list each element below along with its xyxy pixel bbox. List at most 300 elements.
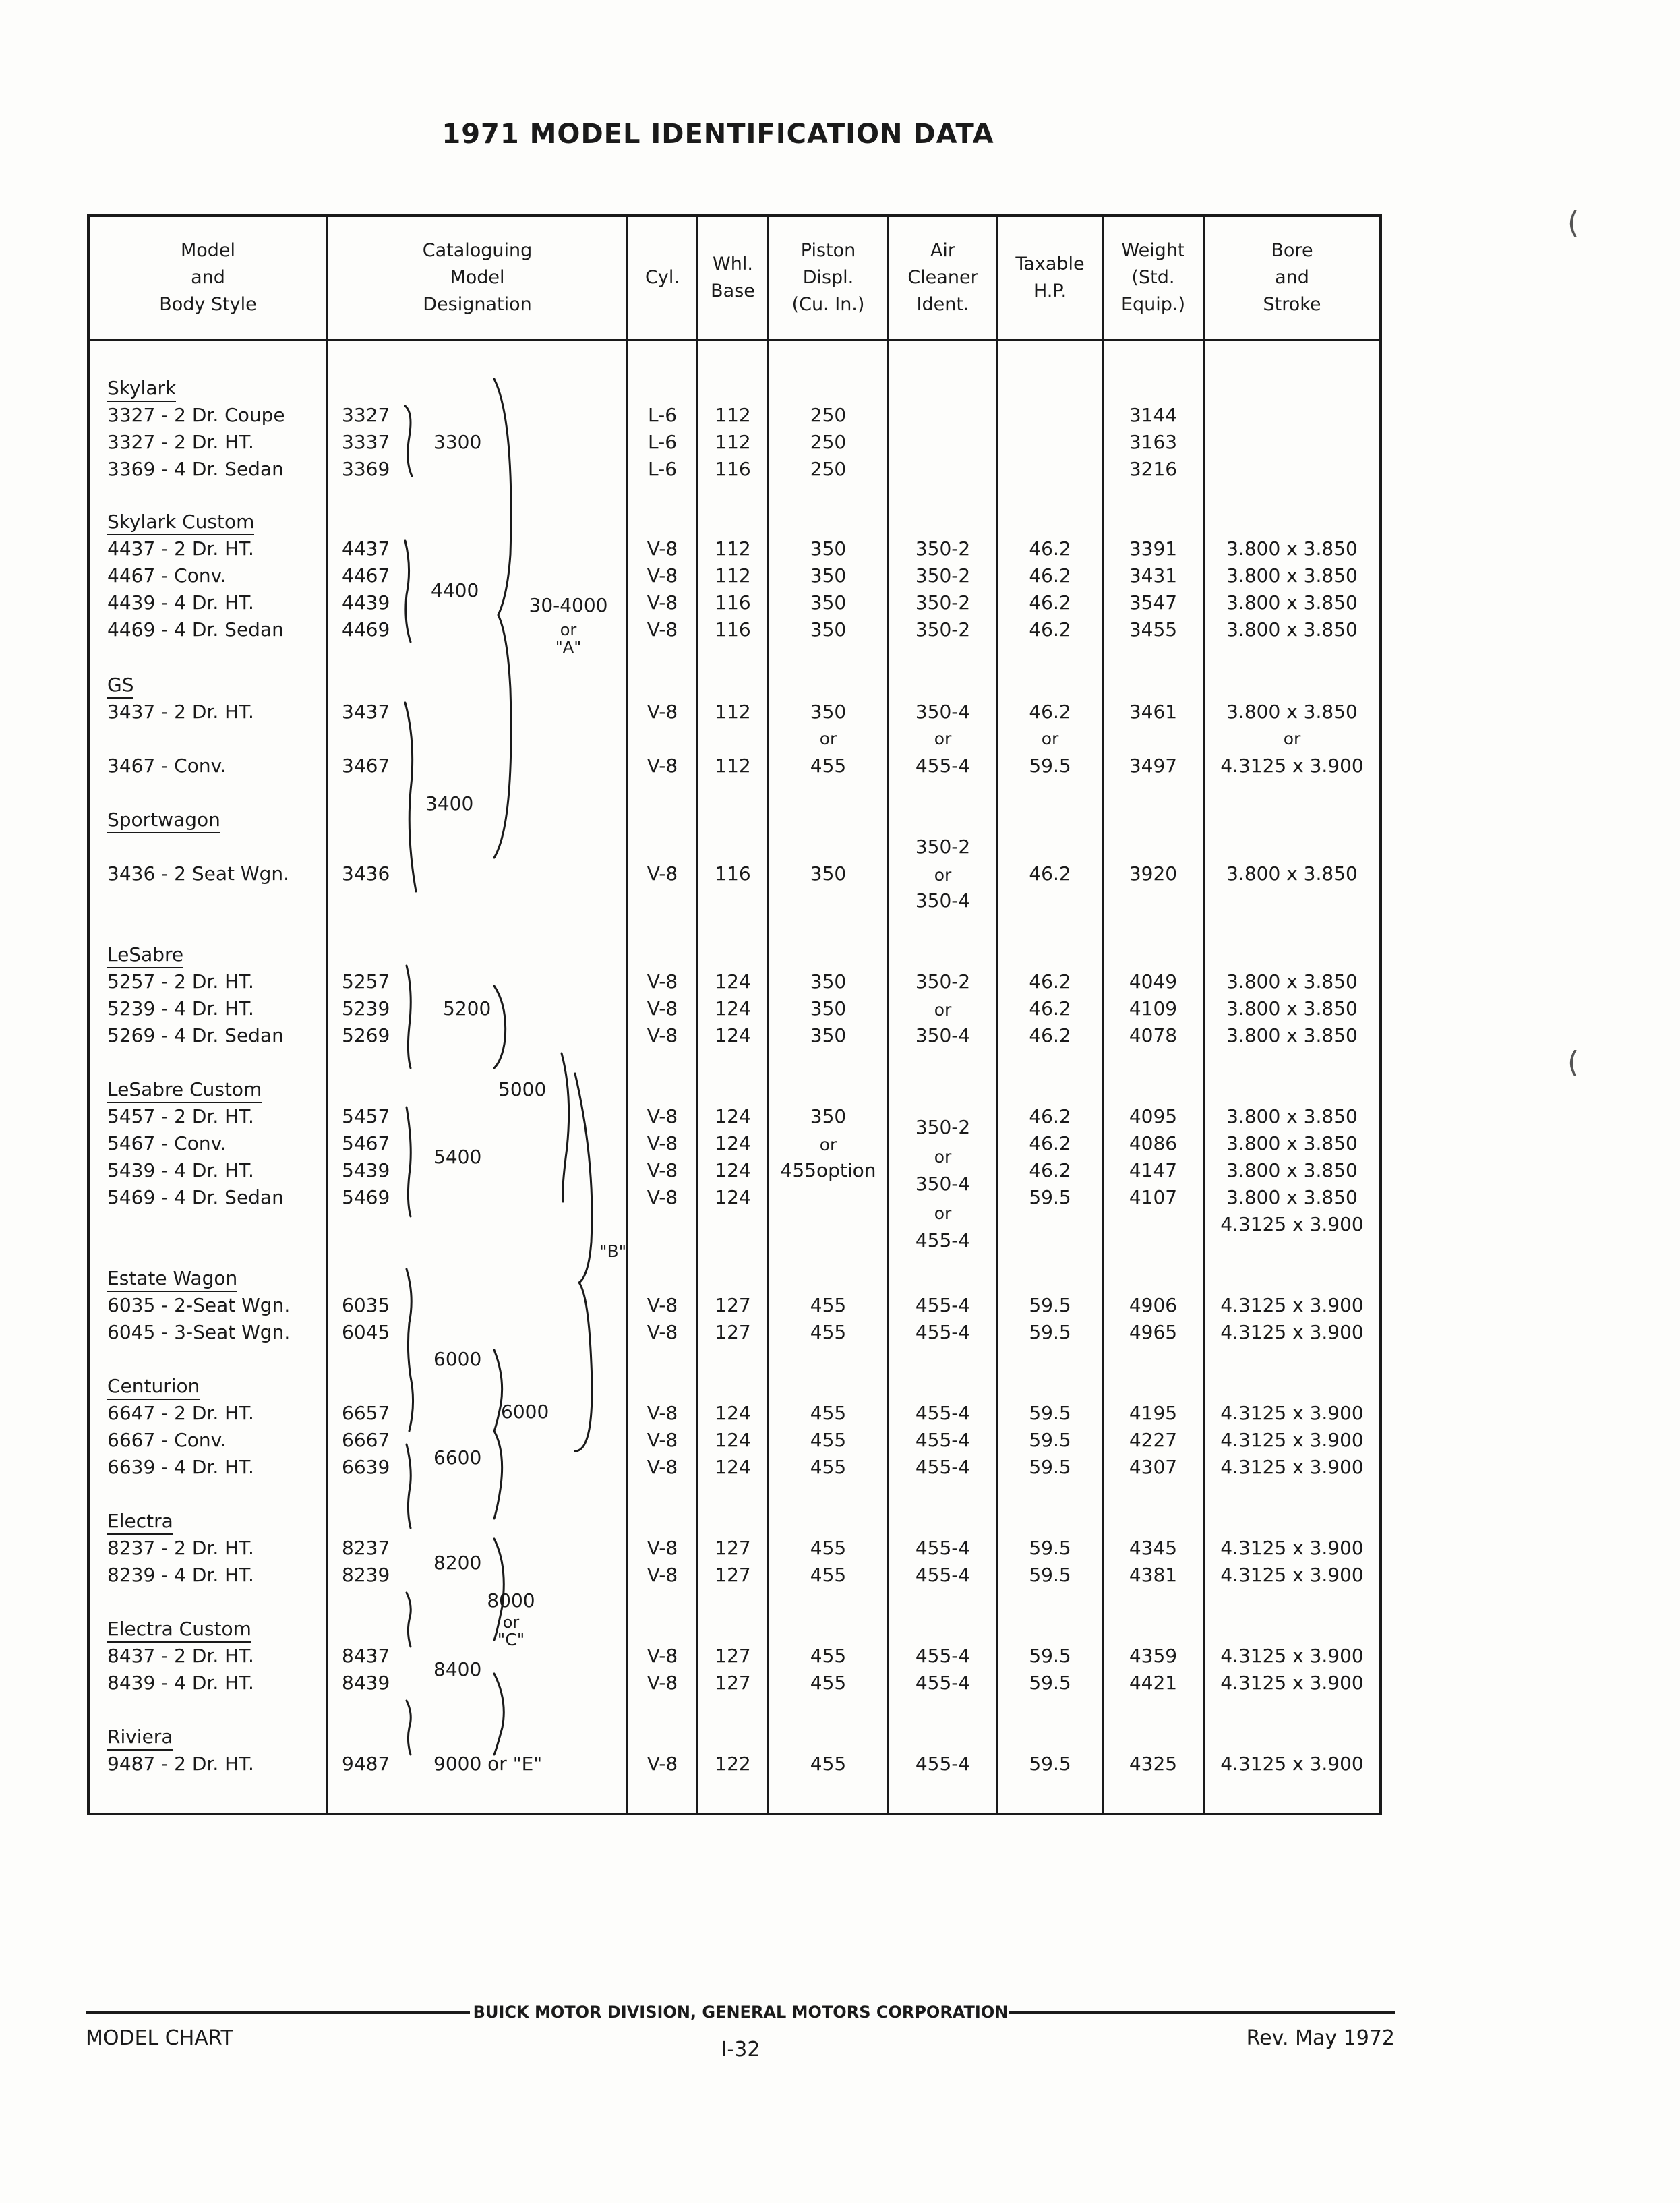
disp-3369: 250 [810, 458, 847, 480]
air-3436-b: 350-4 [915, 889, 971, 912]
wb-3467: 112 [715, 755, 751, 777]
series-a: 30-4000 [529, 594, 608, 616]
hp-5467: 46.2 [1029, 1132, 1071, 1154]
disp-5457: 350 [810, 1105, 847, 1127]
brace-3400 [405, 703, 416, 891]
header-bore-stroke: Bore and Stroke [1263, 240, 1321, 315]
hp-8237: 59.5 [1029, 1537, 1071, 1559]
cat-5457: 5457 [342, 1105, 390, 1127]
wt-3369: 3216 [1129, 458, 1178, 480]
disp-6667: 455 [810, 1429, 847, 1451]
wb-5239: 124 [715, 997, 751, 1020]
model-4469: 4469 - 4 Dr. Sedan [107, 618, 284, 641]
series-6600: 6600 [433, 1446, 482, 1469]
series-8200: 8200 [433, 1552, 482, 1574]
cyl-5439: V-8 [647, 1159, 678, 1181]
model-9487: 9487 - 2 Dr. HT. [107, 1753, 254, 1775]
wt-4437: 3391 [1129, 537, 1178, 560]
wb-8437: 127 [715, 1645, 751, 1667]
wt-5269: 4078 [1129, 1024, 1178, 1047]
series-6000-b: 6000 [501, 1401, 549, 1423]
wt-4469: 3455 [1129, 618, 1178, 641]
hp-8437: 59.5 [1029, 1645, 1071, 1667]
wb-6639: 124 [715, 1456, 751, 1478]
disp-gs-or: or [819, 729, 837, 748]
group-lesabre: LeSabre [107, 943, 183, 968]
group-electra-custom: Electra Custom [107, 1617, 251, 1643]
wt-5439: 4147 [1129, 1159, 1178, 1181]
wb-5257: 124 [715, 970, 751, 993]
brace-8200 [407, 1593, 411, 1647]
air-6045: 455-4 [915, 1321, 971, 1343]
air-3436-a: 350-2 [915, 835, 971, 858]
wt-9487: 4325 [1129, 1753, 1178, 1775]
cyl-9487: V-8 [647, 1753, 678, 1775]
disp-4467: 350 [810, 564, 847, 587]
cyl-4437: V-8 [647, 537, 678, 560]
air-6639: 455-4 [915, 1456, 971, 1478]
bore-3467: 4.3125 x 3.900 [1220, 755, 1364, 777]
bore-5269: 3.800 x 3.850 [1226, 1024, 1358, 1047]
wb-5439: 124 [715, 1159, 751, 1181]
wt-6639: 4307 [1129, 1456, 1178, 1478]
header-weight: Weight (Std. Equip.) [1120, 240, 1186, 315]
disp-5467: or [819, 1135, 837, 1154]
air-4437: 350-2 [915, 537, 971, 560]
series-a-or: or [560, 620, 577, 639]
cat-6657: 6657 [342, 1402, 390, 1424]
wb-6667: 124 [715, 1429, 751, 1451]
series-6000-a: 6000 [433, 1348, 482, 1370]
disp-5439: 455option [780, 1159, 876, 1181]
wt-6035: 4906 [1129, 1294, 1178, 1316]
wb-3327: 112 [715, 404, 751, 426]
brace-3300 [405, 406, 412, 476]
bore-8439: 4.3125 x 3.900 [1220, 1672, 1364, 1694]
wb-8439: 127 [715, 1672, 751, 1694]
wb-3369: 116 [715, 458, 751, 480]
cyl-5469: V-8 [647, 1186, 678, 1208]
brace-5200b [494, 986, 506, 1068]
bore-4469: 3.800 x 3.850 [1226, 618, 1358, 641]
bore-5457: 3.800 x 3.850 [1226, 1105, 1358, 1127]
cat-5467: 5467 [342, 1132, 390, 1154]
cat-5469: 5469 [342, 1186, 390, 1208]
model-8437: 8437 - 2 Dr. HT. [107, 1645, 254, 1667]
air-lc-1: 350-2 [915, 1116, 971, 1138]
model-5239: 5239 - 4 Dr. HT. [107, 997, 254, 1020]
disp-8439: 455 [810, 1672, 847, 1694]
bore-4437: 3.800 x 3.850 [1226, 537, 1358, 560]
cyl-3327: L-6 [647, 404, 678, 426]
cat-5239: 5239 [342, 997, 390, 1020]
wb-3436: 116 [715, 862, 751, 885]
cat-5269: 5269 [342, 1024, 390, 1047]
wt-6045: 4965 [1129, 1321, 1178, 1343]
wt-5467: 4086 [1129, 1132, 1178, 1154]
hp-4437: 46.2 [1029, 537, 1071, 560]
wt-6667: 4227 [1129, 1429, 1178, 1451]
wt-3436: 3920 [1129, 862, 1178, 885]
bore-9487: 4.3125 x 3.900 [1220, 1753, 1364, 1775]
bore-gs-or: or [1283, 729, 1301, 748]
hp-5457: 46.2 [1029, 1105, 1071, 1127]
air-8437: 455-4 [915, 1645, 971, 1667]
wt-3467: 3497 [1129, 755, 1178, 777]
brace-c2 [494, 1674, 504, 1755]
group-riviera: Riviera [107, 1725, 173, 1751]
cat-3369: 3369 [342, 458, 390, 480]
wt-4467: 3431 [1129, 564, 1178, 587]
model-5469: 5469 - 4 Dr. Sedan [107, 1186, 284, 1208]
cyl-3337: L-6 [647, 431, 678, 453]
air-5257: 350-2 [915, 970, 971, 993]
footer-corporation: BUICK MOTOR DIVISION, GENERAL MOTORS CORPORATION [473, 2003, 1009, 2022]
wb-4439: 116 [715, 591, 751, 614]
wt-8439: 4421 [1129, 1672, 1178, 1694]
cyl-5269: V-8 [647, 1024, 678, 1047]
wt-3327: 3144 [1129, 404, 1178, 426]
air-4439: 350-2 [915, 591, 971, 614]
wt-5239: 4109 [1129, 997, 1178, 1020]
bore-3436: 3.800 x 3.850 [1226, 862, 1358, 885]
model-6647: 6647 - 2 Dr. HT. [107, 1402, 254, 1424]
air-3467: 455-4 [915, 755, 971, 777]
hp-6667: 59.5 [1029, 1429, 1071, 1451]
air-8239: 455-4 [915, 1564, 971, 1586]
brace-6000b [494, 1431, 502, 1519]
series-c-letter: "C" [497, 1630, 525, 1649]
wb-5457: 124 [715, 1105, 751, 1127]
cyl-6667: V-8 [647, 1429, 678, 1451]
series-8400: 8400 [433, 1658, 482, 1680]
hp-5257: 46.2 [1029, 970, 1071, 993]
wt-5257: 4049 [1129, 970, 1178, 993]
model-6045: 6045 - 3-Seat Wgn. [107, 1321, 291, 1343]
disp-4439: 350 [810, 591, 847, 614]
wb-6045: 127 [715, 1321, 751, 1343]
bore-8237: 4.3125 x 3.900 [1220, 1537, 1364, 1559]
bore-4467: 3.800 x 3.850 [1226, 564, 1358, 587]
model-3436: 3436 - 2 Seat Wgn. [107, 862, 290, 885]
disp-6035: 455 [810, 1294, 847, 1316]
disp-3436: 350 [810, 862, 847, 885]
wb-3437: 112 [715, 701, 751, 723]
hp-5469: 59.5 [1029, 1186, 1071, 1208]
model-4439: 4439 - 4 Dr. HT. [107, 591, 254, 614]
header-air-cleaner: Air Cleaner Ident. [907, 240, 978, 315]
disp-8437: 455 [810, 1645, 847, 1667]
group-centurion: Centurion [107, 1374, 200, 1400]
bore-6035: 4.3125 x 3.900 [1220, 1294, 1364, 1316]
brace-a [494, 379, 511, 858]
air-5269: 350-4 [915, 1024, 971, 1047]
model-3369: 3369 - 4 Dr. Sedan [107, 458, 284, 480]
disp-3437: 350 [810, 701, 847, 723]
series-5000: 5000 [498, 1078, 547, 1100]
model-5457: 5457 - 2 Dr. HT. [107, 1105, 254, 1127]
air-lc-5: 455-4 [915, 1229, 971, 1252]
hp-8439: 59.5 [1029, 1672, 1071, 1694]
header-displacement: Piston Displ. (Cu. In.) [791, 240, 865, 315]
model-5269: 5269 - 4 Dr. Sedan [107, 1024, 284, 1047]
cyl-6035: V-8 [647, 1294, 678, 1316]
cyl-4467: V-8 [647, 564, 678, 587]
footer-rule-right [1009, 2011, 1395, 2014]
footer-page-number: I-32 [721, 2038, 760, 2061]
disp-3467: 455 [810, 755, 847, 777]
hp-6639: 59.5 [1029, 1456, 1071, 1478]
hp-gs-or: or [1041, 729, 1059, 748]
hp-4469: 46.2 [1029, 618, 1071, 641]
hp-9487: 59.5 [1029, 1753, 1071, 1775]
wt-3337: 3163 [1129, 431, 1178, 453]
model-6035: 6035 - 2-Seat Wgn. [107, 1294, 291, 1316]
hp-6647: 59.5 [1029, 1402, 1071, 1424]
wb-8237: 127 [715, 1537, 751, 1559]
cyl-8439: V-8 [647, 1672, 678, 1694]
brace-6035 [407, 1269, 413, 1431]
air-9487: 455-4 [915, 1753, 971, 1775]
wt-6647: 4195 [1129, 1402, 1178, 1424]
margin-mark: ( [1567, 206, 1580, 240]
air-3436-or: or [934, 865, 952, 885]
wt-4439: 3547 [1129, 591, 1178, 614]
hp-3437: 46.2 [1029, 701, 1071, 723]
hp-4467: 46.2 [1029, 564, 1071, 587]
air-6035: 455-4 [915, 1294, 971, 1316]
hp-5269: 46.2 [1029, 1024, 1071, 1047]
bore-6639: 4.3125 x 3.900 [1220, 1456, 1364, 1478]
air-lc-2: or [934, 1147, 952, 1167]
cyl-5457: V-8 [647, 1105, 678, 1127]
cyl-5257: V-8 [647, 970, 678, 993]
air-gs-or: or [934, 729, 952, 748]
header-wheelbase: Whl. Base [711, 254, 755, 301]
header-cyl: Cyl. [645, 267, 680, 288]
disp-6045: 455 [810, 1321, 847, 1343]
header-catalog: Cataloguing Model Designation [422, 240, 533, 315]
cat-3467: 3467 [342, 755, 390, 777]
footer-revision: Rev. May 1972 [1246, 2026, 1395, 2050]
air-5239: or [934, 1000, 952, 1020]
cat-8437: 8437 [342, 1645, 390, 1667]
wb-4469: 116 [715, 618, 751, 641]
bore-6045: 4.3125 x 3.900 [1220, 1321, 1364, 1343]
series-e: 9000 or "E" [433, 1753, 543, 1775]
disp-6647: 455 [810, 1402, 847, 1424]
series-b: "B" [599, 1241, 627, 1261]
air-8237: 455-4 [915, 1537, 971, 1559]
cat-4469: 4469 [342, 618, 390, 641]
cat-4439: 4439 [342, 591, 390, 614]
bore-4439: 3.800 x 3.850 [1226, 591, 1358, 614]
margin-mark: ( [1567, 1045, 1580, 1080]
air-6667: 455-4 [915, 1429, 971, 1451]
disp-6639: 455 [810, 1456, 847, 1478]
air-lc-3: 350-4 [915, 1173, 971, 1195]
cyl-3437: V-8 [647, 701, 678, 723]
disp-4437: 350 [810, 537, 847, 560]
disp-5239: 350 [810, 997, 847, 1020]
cyl-8239: V-8 [647, 1564, 678, 1586]
disp-3327: 250 [810, 404, 847, 426]
cat-3436: 3436 [342, 862, 390, 885]
cat-4467: 4467 [342, 564, 390, 587]
model-5257: 5257 - 2 Dr. HT. [107, 970, 254, 993]
model-3327: 3327 - 2 Dr. Coupe [107, 404, 285, 426]
model-8439: 8439 - 4 Dr. HT. [107, 1672, 254, 1694]
group-sportwagon: Sportwagon [107, 808, 220, 833]
brace-5000 [562, 1053, 569, 1202]
bore-3437: 3.800 x 3.850 [1226, 701, 1358, 723]
cat-6035: 6035 [342, 1294, 390, 1316]
bore-5257: 3.800 x 3.850 [1226, 970, 1358, 993]
brace-b [575, 1074, 592, 1451]
cyl-3436: V-8 [647, 862, 678, 885]
wt-8239: 4381 [1129, 1564, 1178, 1586]
series-3300: 3300 [433, 431, 482, 453]
cyl-8237: V-8 [647, 1537, 678, 1559]
wb-9487: 122 [715, 1753, 751, 1775]
model-3437: 3437 - 2 Dr. HT. [107, 701, 254, 723]
wb-6647: 124 [715, 1402, 751, 1424]
bore-8239: 4.3125 x 3.900 [1220, 1564, 1364, 1586]
disp-8237: 455 [810, 1537, 847, 1559]
group-lesabre-custom: LeSabre Custom [107, 1078, 262, 1103]
wt-8437: 4359 [1129, 1645, 1178, 1667]
series-3400: 3400 [425, 792, 474, 815]
header-model: Model and Body Style [159, 240, 257, 315]
series-c-or: or [502, 1613, 520, 1632]
group-estate-wagon: Estate Wagon [107, 1266, 237, 1292]
air-6647: 455-4 [915, 1402, 971, 1424]
disp-4469: 350 [810, 618, 847, 641]
series-c: 8000 [487, 1589, 535, 1612]
bore-5439: 3.800 x 3.850 [1226, 1159, 1358, 1181]
cyl-4439: V-8 [647, 591, 678, 614]
cyl-3369: L-6 [647, 458, 678, 480]
series-5200: 5200 [443, 997, 491, 1020]
wb-4467: 112 [715, 564, 751, 587]
brace-6600 [407, 1444, 411, 1528]
wt-5457: 4095 [1129, 1105, 1178, 1127]
cat-8439: 8439 [342, 1672, 390, 1694]
bore-5469: 3.800 x 3.850 [1226, 1186, 1358, 1208]
series-a-letter: "A" [555, 638, 582, 657]
cyl-3467: V-8 [647, 755, 678, 777]
model-5439: 5439 - 4 Dr. HT. [107, 1159, 254, 1181]
model-6639: 6639 - 4 Dr. HT. [107, 1456, 254, 1478]
cyl-6647: V-8 [647, 1402, 678, 1424]
cat-6639: 6639 [342, 1456, 390, 1478]
air-lc-4: or [934, 1204, 952, 1223]
model-4437: 4437 - 2 Dr. HT. [107, 537, 254, 560]
brace-5400 [407, 1107, 411, 1216]
cyl-5239: V-8 [647, 997, 678, 1020]
model-6667: 6667 - Conv. [107, 1429, 227, 1451]
disp-8239: 455 [810, 1564, 847, 1586]
brace-5200 [407, 966, 411, 1068]
cyl-5467: V-8 [647, 1132, 678, 1154]
disp-9487: 455 [810, 1753, 847, 1775]
hp-6045: 59.5 [1029, 1321, 1071, 1343]
wt-8237: 4345 [1129, 1537, 1178, 1559]
model-3337: 3327 - 2 Dr. HT. [107, 431, 254, 453]
cyl-8437: V-8 [647, 1645, 678, 1667]
wb-4437: 112 [715, 537, 751, 560]
model-5467: 5467 - Conv. [107, 1132, 227, 1154]
cyl-4469: V-8 [647, 618, 678, 641]
cat-3327: 3327 [342, 404, 390, 426]
group-skylark: Skylark [107, 376, 176, 402]
cat-3437: 3437 [342, 701, 390, 723]
model-4467: 4467 - Conv. [107, 564, 227, 587]
hp-3436: 46.2 [1029, 862, 1071, 885]
wb-8239: 127 [715, 1564, 751, 1586]
model-identification-table [87, 214, 1382, 1815]
cat-9487: 9487 [342, 1753, 390, 1775]
hp-3467: 59.5 [1029, 755, 1071, 777]
series-5400: 5400 [433, 1146, 482, 1168]
cat-6667: 6667 [342, 1429, 390, 1451]
bore-6647: 4.3125 x 3.900 [1220, 1402, 1364, 1424]
cat-6045: 6045 [342, 1321, 390, 1343]
wb-6035: 127 [715, 1294, 751, 1316]
bore-6667: 4.3125 x 3.900 [1220, 1429, 1364, 1451]
cat-8237: 8237 [342, 1537, 390, 1559]
wb-5269: 124 [715, 1024, 751, 1047]
hp-6035: 59.5 [1029, 1294, 1071, 1316]
cyl-6639: V-8 [647, 1456, 678, 1478]
wt-3437: 3461 [1129, 701, 1178, 723]
bore-8437: 4.3125 x 3.900 [1220, 1645, 1364, 1667]
air-8439: 455-4 [915, 1672, 971, 1694]
cat-5257: 5257 [342, 970, 390, 993]
model-8239: 8239 - 4 Dr. HT. [107, 1564, 254, 1586]
cat-8239: 8239 [342, 1564, 390, 1586]
model-8237: 8237 - 2 Dr. HT. [107, 1537, 254, 1559]
bore-5239: 3.800 x 3.850 [1226, 997, 1358, 1020]
brace-8400 [407, 1701, 411, 1755]
wt-5469: 4107 [1129, 1186, 1178, 1208]
group-gs: GS [107, 673, 133, 699]
wb-5469: 124 [715, 1186, 751, 1208]
wb-5467: 124 [715, 1132, 751, 1154]
header-taxable-hp: Taxable H.P. [1015, 254, 1085, 301]
group-skylark-custom: Skylark Custom [107, 510, 254, 535]
cat-4437: 4437 [342, 537, 390, 560]
air-4467: 350-2 [915, 564, 971, 587]
hp-5239: 46.2 [1029, 997, 1071, 1020]
hp-8239: 59.5 [1029, 1564, 1071, 1586]
wb-3337: 112 [715, 431, 751, 453]
model-3467: 3467 - Conv. [107, 755, 227, 777]
disp-5269: 350 [810, 1024, 847, 1047]
cyl-6045: V-8 [647, 1321, 678, 1343]
disp-3337: 250 [810, 431, 847, 453]
cat-3337: 3337 [342, 431, 390, 453]
disp-5257: 350 [810, 970, 847, 993]
footer-section: MODEL CHART [86, 2026, 233, 2050]
footer-rule-left [86, 2011, 470, 2014]
bore-5469-alt: 4.3125 x 3.900 [1220, 1213, 1364, 1235]
air-3437: 350-4 [915, 701, 971, 723]
hp-4439: 46.2 [1029, 591, 1071, 614]
hp-5439: 46.2 [1029, 1159, 1071, 1181]
group-electra: Electra [107, 1509, 173, 1535]
page-title: 1971 MODEL IDENTIFICATION DATA [442, 119, 994, 150]
